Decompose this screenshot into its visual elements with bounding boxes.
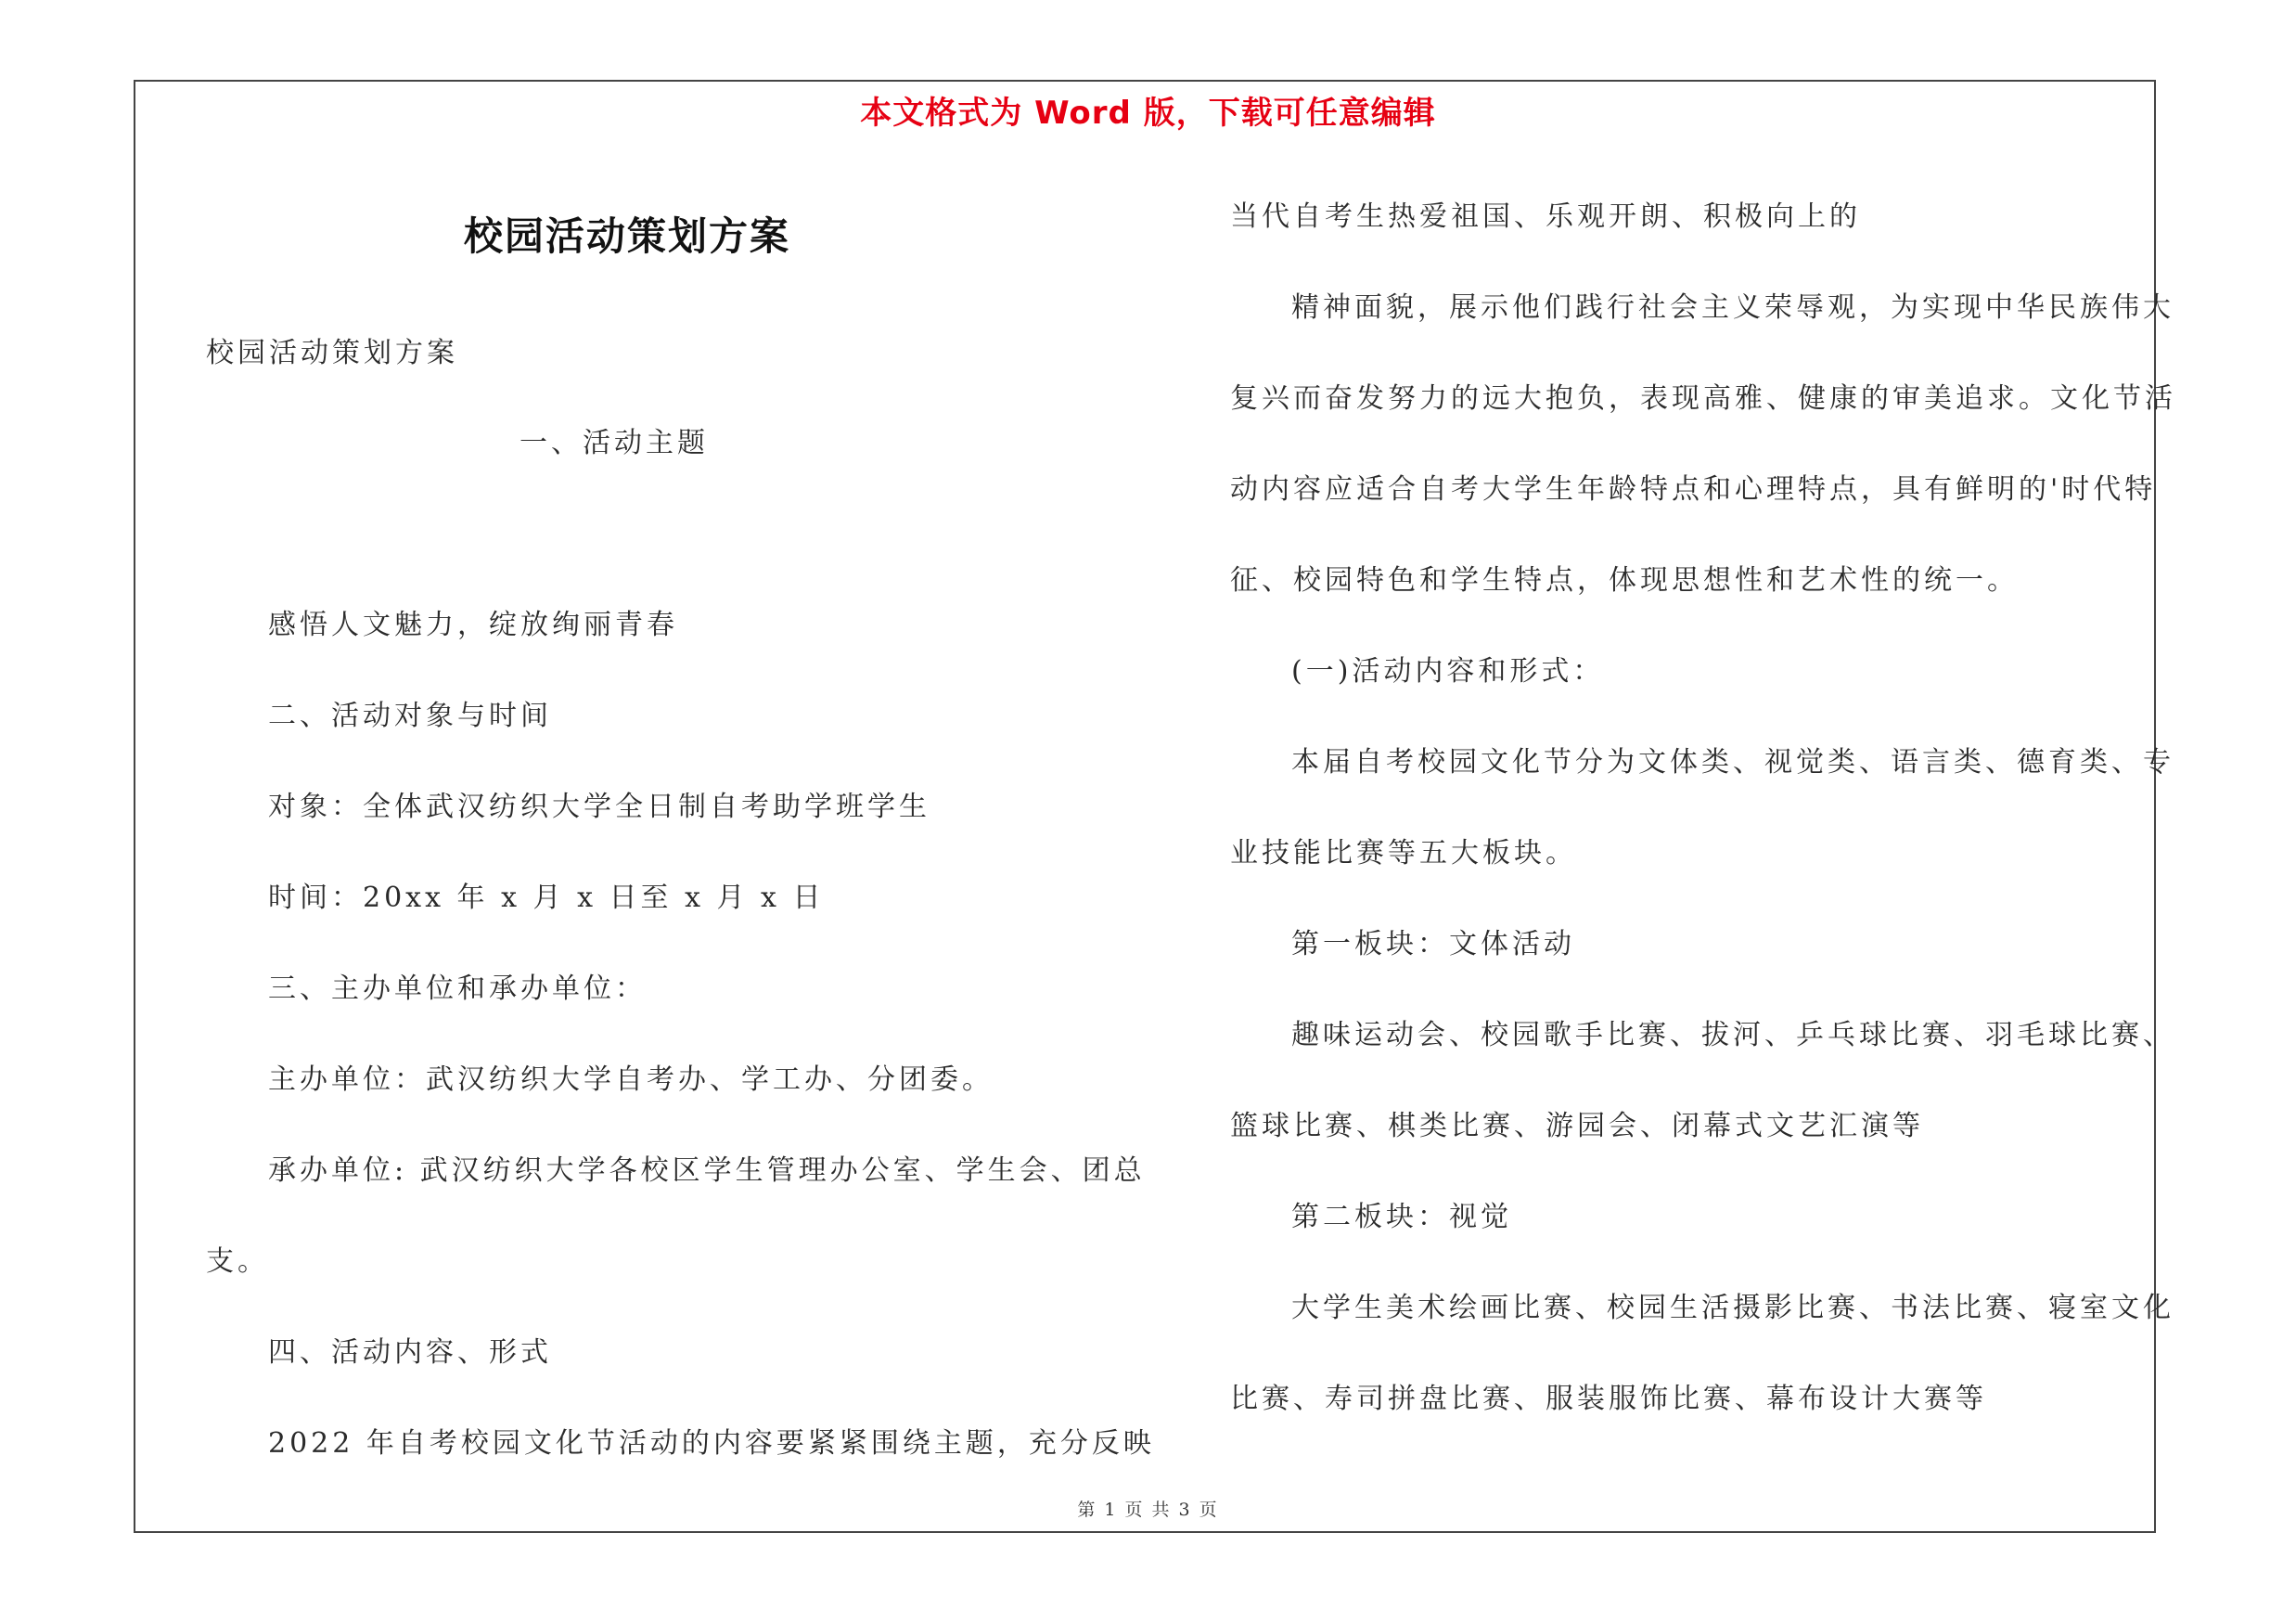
sub-heading-content-form: (一)活动内容和形式： [1291, 655, 1605, 688]
target-text: 对象：全体武汉纺织大学全日制自考助学班学生 [268, 791, 930, 823]
block1-heading: 第一板块：文体活动 [1291, 928, 1575, 960]
host-text: 主办单位：武汉纺织大学自考办、学工办、分团委。 [268, 1063, 994, 1096]
paragraph-line: 趣味运动会、校园歌手比赛、拔河、乒乓球比赛、羽毛球比赛、 [1291, 1019, 2174, 1051]
paragraph-line: 本届自考校园文化节分为文体类、视觉类、语言类、德育类、专 [1291, 746, 2174, 779]
section-heading-hosts: 三、主办单位和承办单位： [268, 973, 647, 1005]
paragraph-line: 业技能比赛等五大板块。 [1230, 837, 1577, 869]
section-heading-target-time: 二、活动对象与时间 [268, 700, 552, 732]
page-number-footer: 第 1 页 共 3 页 [1077, 1500, 1219, 1520]
section-heading-theme: 一、活动主题 [519, 427, 709, 459]
paragraph-line: 当代自考生热爱祖国、乐观开朗、积极向上的 [1230, 200, 1861, 233]
section-heading-content: 四、活动内容、形式 [268, 1336, 552, 1369]
paragraph-line: 复兴而奋发努力的远大抱负，表现高雅、健康的审美追求。文化节活 [1230, 382, 2176, 415]
paragraph-line: 征、校园特色和学生特点，体现思想性和艺术性的统一。 [1230, 564, 2019, 597]
paragraph-line: 比赛、寿司拼盘比赛、服装服饰比赛、幕布设计大赛等 [1230, 1383, 1987, 1415]
word-format-banner: 本文格式为 Word 版，下载可任意编辑 [860, 95, 1436, 132]
paragraph-line: 动内容应适合自考大学生年龄特点和心理特点，具有鲜明的'时代特 [1230, 473, 2157, 506]
block2-heading: 第二板块：视觉 [1291, 1201, 1512, 1233]
organizer-text-line1: 承办单位: 武汉纺织大学各校区学生管理办公室、学生会、团总 [268, 1154, 1146, 1187]
paragraph-line: 精神面貌，展示他们践行社会主义荣辱观，为实现中华民族伟大 [1291, 291, 2174, 324]
paragraph-line: 大学生美术绘画比赛、校园生活摄影比赛、书法比赛、寝室文化 [1291, 1292, 2174, 1324]
organizer-text-line2: 支。 [206, 1245, 269, 1278]
time-text: 时间：20xx 年 x 月 x 日至 x 月 x 日 [268, 882, 825, 914]
paragraph-line: 篮球比赛、棋类比赛、游园会、闭幕式文艺汇演等 [1230, 1110, 1924, 1142]
document-title: 校园活动策划方案 [464, 213, 791, 259]
document-subtitle: 校园活动策划方案 [206, 337, 458, 369]
theme-text: 感悟人文魅力，绽放绚丽青春 [268, 609, 678, 641]
content-text-line1: 2022 年自考校园文化节活动的内容要紧紧围绕主题，充分反映 [268, 1427, 1155, 1460]
